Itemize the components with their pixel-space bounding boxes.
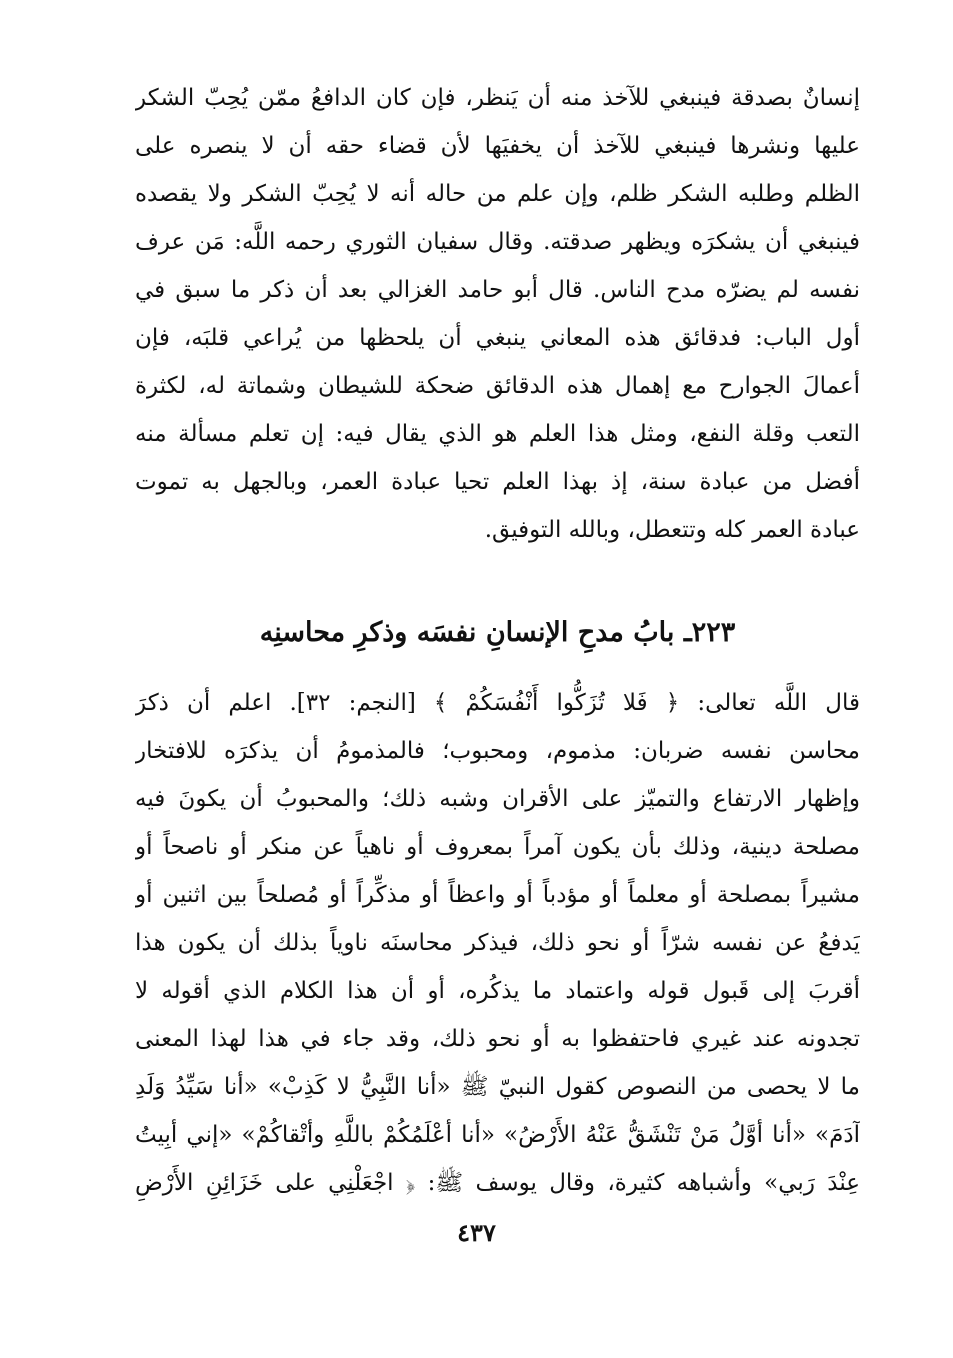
text-line: عبادة العمر كله وتتعطل، وبالله التوفيق. xyxy=(484,517,860,543)
text-line: مشيراً بمصلحة أو معلماً أو مؤدباً أو واعظاً أو مذكِّراً أو مُصلحاً بين اثنين أو xyxy=(135,882,860,908)
text-line: إنسانٌ بصدقة فينبغي للآخذ منه أن يَنظر، فإن كان الدافعُ ممّن يُحِبّ الشكر xyxy=(135,85,860,111)
chapter-body xyxy=(135,679,860,1207)
text-line: ما لا يحصى من النصوص كقول النبيّ ﷺ «أنا النَّبِيُّ لا كَذِبْ» «أنا سَيِّدُ وَلَدِ xyxy=(135,1074,860,1100)
paragraph-continued xyxy=(135,74,860,554)
text-line: آدَمَ» «أنا أوَّلُ مَنْ تَنْشَقُّ عَنْهُ الأَرْضُ» «أنا أعْلَمُكُمْ باللَّهِ وأتْقاكُمْ» «إني أبِيتُ xyxy=(135,1122,860,1148)
text-line: أفضل من عبادة سنة، إذ بهذا العلم تحيا عبادة العمر، وبالجهل به تموت xyxy=(135,469,860,495)
text-line: محاسن نفسه ضربان: مذموم، ومحبوب؛ فالمذمومُ أن يذكرَه للافتخار xyxy=(135,738,860,764)
chapter-heading: ٢٢٣ـ بابُ مدحِ الإنسانِ نفسَه وذكرِ محاسنِه xyxy=(259,617,736,648)
text-line: يَدفعُ عن نفسه شرّاً أو نحو ذلك، فيذكر محاسنَه ناوياً بذلك أن يكون هذا xyxy=(135,930,860,956)
text-line: تجدونه عند غيري فاحتفظوا به أو نحو ذلك، وقد جاء في هذا لهذا المعنى xyxy=(135,1026,860,1052)
text-line: وإظهار الارتفاع والتميّز على الأقران وشبه ذلك؛ والمحبوبُ أن يكونَ فيه xyxy=(135,786,860,812)
text-line: نفسه لم يضرّه مدح الناس. قال أبو حامد الغزالي بعد أن ذكر ما سبق في xyxy=(135,277,860,303)
text-line: عِنْدَ رَبي» وأشباهه كثيرة، وقال يوسف ﷺ: ﴿ اجْعَلْنِي على خَزَائِنِ الأَرْضِ xyxy=(135,1170,860,1196)
text-line: أعمالَ الجوارح مع إهمال هذه الدقائق ضحكة للشيطان وشماتة له، لكثرة xyxy=(135,373,860,399)
page-number: ٤٣٧ xyxy=(457,1218,496,1247)
text-line: فينبغي أن يشكرَه ويظهر صدقته. وقال سفيان الثوري رحمه اللَّه: مَن عرف xyxy=(135,229,860,255)
text-line: عليها ونشرها فينبغي للآخذ أن يخفيَها لأن قضاء حقه أن لا ينصره على xyxy=(135,133,860,159)
text-line: أقربَ إلى قَبول قوله واعتماد ما يذكُره، أو أن هذا الكلام الذي أقوله لا xyxy=(135,978,860,1004)
text-line: قال اللَّه تعالى: ﴿ فَلا تُزَكُّوا أَنْفُسَكُمْ ﴾ [النجم: ٣٢]. اعلم أن ذكرَ xyxy=(135,690,860,716)
text-line: أول الباب: فدقائق هذه المعاني ينبغي أن يلحظها من يُراعي قلبَه، فإن xyxy=(135,325,860,351)
text-line: مصلحة دينية، وذلك بأن يكون آمراً بمعروف أو ناهياً عن منكر أو ناصحاً أو xyxy=(135,834,860,860)
text-line: الظلم وطلبه الشكر ظلم، وإن علم من حاله أنه لا يُحِبّ الشكر ولا يقصده xyxy=(135,181,860,207)
text-line: التعب وقلة النفع، ومثل هذا العلم هو الذي يقال فيه: إن تعلم مسألة منه xyxy=(135,421,860,447)
